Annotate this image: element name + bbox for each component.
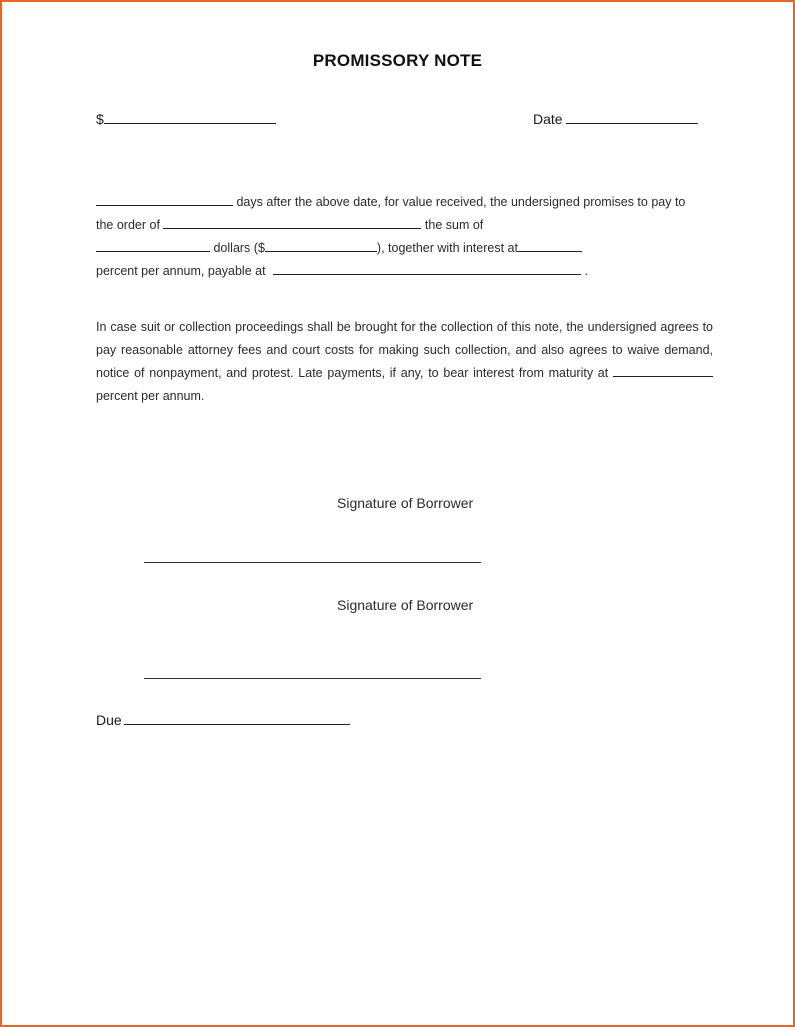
due-row: [96, 712, 350, 728]
amount-label: $: [96, 111, 104, 127]
terms-line-4: [96, 262, 588, 278]
signature-line-1[interactable]: [144, 562, 481, 563]
amount-row: [96, 111, 276, 127]
payable-location-blank[interactable]: [273, 262, 581, 275]
due-blank[interactable]: [124, 712, 350, 725]
late-interest-blank[interactable]: [613, 364, 713, 377]
date-blank[interactable]: [566, 111, 698, 124]
date-label: Date: [533, 111, 563, 127]
terms-line-3: [96, 239, 582, 255]
sum-of-label: the sum of: [424, 218, 484, 232]
terms-line-2: [96, 216, 483, 232]
document-title: PROMISSORY NOTE: [312, 51, 483, 70]
payable-at-label: percent per annum, payable at: [96, 264, 266, 278]
interest-label: ), together with interest at: [376, 241, 518, 255]
line-4-period: .: [584, 264, 589, 278]
signature-line-2[interactable]: [144, 678, 481, 679]
signature-label-2: Signature of Borrower: [337, 597, 474, 613]
days-blank[interactable]: [96, 193, 233, 206]
sum-words-blank[interactable]: [96, 239, 210, 252]
due-label: Due: [96, 712, 122, 728]
collection-paragraph: [96, 316, 713, 408]
amount-blank[interactable]: [104, 111, 276, 124]
interest-rate-blank[interactable]: [518, 239, 582, 252]
terms-line-1-text: days after the above date, for value received, the undersigned promises to pay to: [236, 195, 686, 209]
payee-blank[interactable]: [163, 216, 421, 229]
order-of-label: the order of: [96, 218, 160, 232]
collection-paragraph-text: In case suit or collection proceedings shall be brought for the collection of this note, the undersigned agrees to pay reasonable attorney fees and court costs for making such collection, and also agrees to waive demand, notice of nonpayment, and protest. Late payments, if any, to bear interest from maturity at: [96, 320, 713, 380]
collection-paragraph-tail: percent per annum.: [96, 389, 205, 403]
terms-line-1: [96, 193, 685, 209]
date-row: [533, 111, 698, 127]
sum-amount-blank[interactable]: [265, 239, 377, 252]
dollars-label: dollars ($: [213, 241, 265, 255]
signature-label-1: Signature of Borrower: [337, 495, 474, 511]
